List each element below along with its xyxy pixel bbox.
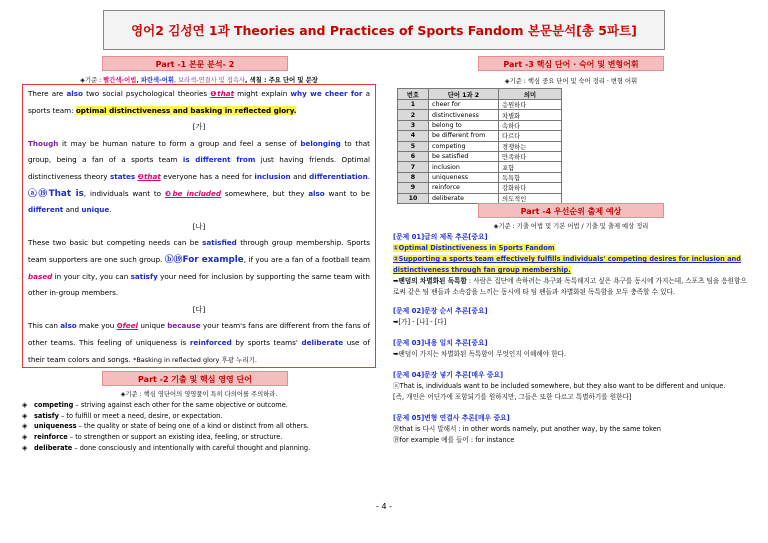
diamond-icon: ◈ <box>22 411 28 420</box>
table-row: 9 reinforce 강화하다 <box>398 183 562 193</box>
note-connector: , 보라색-연결사 및 접속사 <box>173 77 246 84</box>
question-1-explanation: ➥팬덤의 차별화된 독특함 : 사람은 집단에 속하려는 욕구와 독특해지고 싶은 욕구를 동시에 가지는데, 스포츠 팀을 응원함으로써 같은 팀 팬들과 소속감을 느끼는 동시에 타 팀 팬들과 차별화된 독특함을 모두 충족할 수 있다. <box>393 277 747 296</box>
question-4-translation: [즉, 개인은 어딘가에 포함되기를 원하지만, 그들은 또한 다르고 특별하기를 원한다] <box>393 393 632 401</box>
table-row: 10 deliberate 의도적인 <box>398 193 562 203</box>
col-header: 단어 1과 2 <box>429 89 499 100</box>
part4-header: Part -4 우선순위 출제 예상 <box>478 203 664 218</box>
part3-note: ◈기준 : 핵심 중요 단어 및 숙어 정리 · 변형 어휘 <box>504 78 638 85</box>
table-row: 3 belong to 속하다 <box>398 120 562 130</box>
diamond-icon: ◈ <box>22 422 28 431</box>
table-row: 5 competing 경쟁하는 <box>398 141 562 151</box>
vocab-definitions <box>22 400 382 454</box>
paragraph-ga: Though it may be human nature to form a group and feel a sense of belonging to that group, being a fan of a sports team is different from just having friends. Optimal distinctiveness theory states ❷that everyone has a need for inclusion and differentiation. ⓐ⑲That is, individuals want to ❸be included somewhere, but they also want to be different and unique. <box>28 138 370 215</box>
note-grammar: 빨간색-어법 <box>103 77 137 84</box>
question-1-answer-1: ①Optimal Distinctiveness in Sports Fandom <box>393 244 555 252</box>
paragraph-na: These two basic but competing needs can be satisfied through group membership. Sports team supporters are one such group. ⓑ⑲For example, if you are a fan of a football team based in your city, you can satisfy your need for inclusion by supporting the same team with other in-group members. <box>28 238 371 298</box>
question-5-answer-1: ⑲that is 다시 말해서 : in other words namely, put another way, by the same token <box>393 425 661 433</box>
part3-header: Part -3 핵심 단어 · 숙어 및 변형어휘 <box>478 56 664 71</box>
col-header: 번호 <box>398 89 429 100</box>
table-row: 8 uniqueness 독특함 <box>398 172 562 182</box>
question-2-answer: ➥[가] - [나] - [다] <box>393 318 447 326</box>
list-item: ◈ satisfy – to fulfill or meet a need, desire, or expectation. <box>22 411 223 420</box>
table-row: 7 inclusion 포함 <box>398 162 562 172</box>
mark-na: [나] <box>192 221 206 231</box>
list-item: ◈ deliberate – done consciously and intentionally with careful thought and planning. <box>22 443 311 452</box>
page-number: - 4 - <box>376 502 392 511</box>
page-title: 영어2 김성연 1과 Theories and Practices of Sports Fandom 본문분석[총 5파트] <box>131 23 637 38</box>
table-row: 6 be satisfied 만족하다 <box>398 151 562 161</box>
question-3-title: [문제 03]내용 일치 추론[중요] <box>393 339 488 347</box>
mark-da: [다] <box>192 304 206 314</box>
paragraph-da: This can also make you ❹feel unique because your team's fans are different from the fans of other teams. This feeling of uniqueness is reinforced by sports teams' deliberate use of their team colors and songs. *Basking in reflected glory 후광 누리기. <box>28 321 370 364</box>
col-header: 의미 <box>499 89 562 100</box>
note-vocab: , 파란색-어휘 <box>136 77 174 84</box>
question-list <box>393 232 749 446</box>
question-1-answer-2: ②Supporting a sports team effectively fulfills individuals' competing desires for inclusion and distinctiveness through fan group membership. <box>393 255 741 274</box>
question-2-title: [문제 02]문장 순서 추론[중요] <box>393 307 488 315</box>
part2-header: Part -2 기출 및 핵심 영영 단어 <box>102 371 288 386</box>
diamond-icon: ◈ <box>22 433 28 442</box>
paragraph-intro: There are also two social psychological theories ❶that might explain why we cheer for a sports team: optimal distinctiveness and basking in reflected glory. <box>28 89 370 115</box>
table-row: 2 distinctiveness 차별화 <box>398 110 562 120</box>
list-item: ◈ competing – striving against each other for the same objective or outcome. <box>22 401 288 409</box>
question-3-answer: ➥팬덤이 가지는 차별화된 독특함이 무엇인지 이해해야 한다. <box>393 350 567 358</box>
part4-note: ◈기준 : 기출 어법 및 기본 어법 / 기출 및 출제 예상 정리 <box>493 223 649 230</box>
part1-note <box>22 75 376 84</box>
list-item: ◈ uniqueness – the quality or state of being one of a kind or distinct from all others. <box>22 422 309 431</box>
vocab-table <box>397 88 562 204</box>
mark-ga: [가] <box>192 122 206 132</box>
title-box <box>103 10 665 50</box>
diamond-icon: ◈ <box>22 443 28 452</box>
diamond-icon: ◈ <box>22 401 28 409</box>
question-5-answer-2: ⑲for example 예를 들어 : for instance <box>393 436 515 444</box>
question-5-title: [문제 05]변형 연결사 추론[매우 중요] <box>393 414 510 422</box>
table-row: 1 cheer for 응원하다 <box>398 100 562 110</box>
question-4-title: [문제 04]문장 넣기 추론[매우 중요] <box>393 371 504 379</box>
part1-header: Part -1 본문 분석- 2 <box>102 56 288 71</box>
table-row: 4 be different from 다르다 <box>398 131 562 141</box>
note-highlight: , 색칠 : 주요 단어 및 문장 <box>245 77 318 84</box>
list-item: ◈ reinforce – to strengthen or support an existing idea, feeling, or structure. <box>22 433 283 442</box>
reading-passage <box>22 84 376 368</box>
table-header-row <box>398 89 562 100</box>
note-prefix: ◈기준 : <box>80 77 104 84</box>
question-1-title: [문제 01]글의 제목 추론[중요] <box>393 233 488 241</box>
part2-note: ◈기준 : 핵심 영단어의 영영풀이 특히 다의어를 주의하라. <box>120 391 278 398</box>
question-4-answer: ⓐThat is, individuals want to be included somewhere, but they also want to be different and unique. <box>393 382 726 390</box>
